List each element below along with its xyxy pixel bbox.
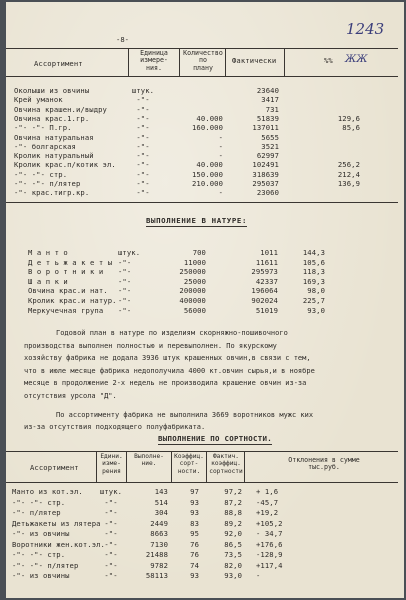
table3-cell: -"- из овчины: [12, 571, 70, 580]
table1-cell: -"- -"- П.гр.: [14, 123, 72, 133]
table1-cell: -"-: [136, 113, 150, 123]
table1-cell: -"-: [136, 188, 150, 198]
table3-cell: 8663: [150, 529, 168, 538]
paragraph-line: что в июле месяце фабрика недополучила 4000 кт.овчин сырья,и в ноябре: [24, 366, 315, 375]
table1-cell: Овчина крас.1.гр.: [14, 113, 90, 123]
section2-cell: 700: [192, 248, 206, 257]
table3-cell: Детьжакеты из лятера: [12, 518, 101, 528]
table3-header-assortment: Ассортимент: [30, 463, 79, 472]
table3-cell: 7130: [150, 539, 168, 549]
table3-cell: 88,8: [224, 508, 242, 517]
section2-cell: 25000: [183, 276, 206, 286]
table3-cell: 89,2: [224, 518, 242, 528]
section2-cell: -"-: [118, 305, 132, 315]
table3-header-actual-coef: Фактич. коэффиц. сортности: [209, 453, 243, 475]
table3-cell: 93,0: [224, 571, 242, 580]
table1-cell: Овчина натуральная: [14, 132, 94, 142]
table1-cell: 23060: [256, 188, 279, 198]
table3-cell: штук.: [99, 487, 123, 496]
table1-cell: 136,9: [337, 179, 360, 188]
section2-cell: М а н т о: [28, 248, 68, 257]
table1-cell: 85,6: [342, 123, 360, 133]
paragraph-line: отсутствия урсола "Д".: [24, 392, 117, 400]
table1-cell: -"- -"- стр.: [14, 169, 68, 179]
section2-cell: 196064: [251, 286, 278, 296]
section3-title: ВЫПОЛНЕНИЕ ПО СОРТНОСТИ.: [158, 434, 272, 443]
table3-cell: 9782: [150, 560, 168, 570]
section2-cell: 400000: [179, 296, 206, 305]
table3-cell: 82,0: [224, 560, 242, 570]
table3-cell: Воротники жен.кот.эл.: [12, 539, 105, 549]
table1-cell: Кролик крас.п/котик эл.: [14, 160, 116, 170]
section2-cell: 93,0: [307, 305, 325, 315]
table1-cell: 731: [265, 104, 279, 114]
table3-header-done: Выполне- ние.: [134, 453, 164, 468]
table1-cell: 129,6: [337, 113, 360, 123]
page-number: -8-: [116, 35, 129, 44]
table3-cell: +105,2: [256, 518, 283, 528]
section2-cell: 42337: [255, 276, 278, 286]
table1-cell: 40.000: [196, 113, 223, 123]
table3-cell: 514: [154, 497, 168, 507]
section2-cell: 98,0: [307, 286, 325, 296]
table1-cell: 40.000: [196, 160, 223, 170]
table3-cell: 73,5: [224, 550, 242, 559]
table3-cell: -"- п/лятер: [12, 508, 61, 517]
section2-cell: 118,3: [302, 267, 325, 277]
table3-cell: 21488: [145, 550, 168, 559]
table1-cell: -"-: [136, 95, 150, 105]
table3-cell: 2449: [150, 518, 168, 528]
table1-cell: 3417: [261, 95, 279, 105]
table3-cell: Манто из кот.эл.: [12, 487, 83, 496]
table1-cell: -"-: [136, 104, 150, 114]
table1-cell: 256,2: [337, 160, 360, 170]
table1-header-percent: %%: [324, 56, 333, 65]
section2-cell: 200000: [179, 286, 206, 296]
table3-cell: + 1,6: [256, 487, 279, 496]
section2-cell: -"-: [118, 267, 132, 277]
table1-cell: 5655: [261, 132, 279, 142]
table3-cell: -: [256, 571, 261, 580]
table3-header-deviation: Отклонения в сумме тыс.руб.: [288, 456, 360, 472]
section2-cell: -"-: [118, 276, 132, 286]
table1-header-plan: Количество по плану: [183, 49, 223, 72]
table1-cell: 150.000: [192, 169, 223, 179]
table3-cell: -"-: [104, 518, 118, 528]
table3-cell: -"- -"- стр.: [12, 497, 66, 507]
table3-cell: - 34,7: [256, 529, 283, 538]
section2-cell: 105,6: [302, 257, 325, 267]
table3-cell: -"- -"- п/лятер: [12, 560, 79, 570]
table1-cell: 23640: [256, 86, 279, 95]
section2-cell: Кролик крас.и натур.: [28, 296, 117, 305]
section2-cell: Ш а п к и: [28, 276, 68, 286]
table1-cell: -: [218, 151, 223, 161]
table1-cell: Овчина крашен.и/выдру: [14, 104, 107, 114]
table1-cell: -: [218, 132, 223, 142]
document-page: [6, 2, 404, 598]
table3-cell: 304: [154, 508, 168, 517]
section2-cell: Овчина крас.и нат.: [28, 286, 108, 296]
table1-cell: Крей уманок: [14, 95, 63, 105]
paragraph-line: хозяйству фабрика не додала 3936 штук крашенных овчин,в связи с тем,: [24, 354, 311, 363]
table1-cell: -"-: [136, 169, 150, 179]
table3-cell: 86,5: [224, 539, 242, 549]
table1-cell: 295037: [252, 179, 279, 188]
section2-cell: -"-: [118, 286, 132, 296]
table1-header-actual: Фактически: [232, 56, 277, 65]
table1-cell: -"-: [136, 160, 150, 170]
table1-cell: 212,4: [337, 169, 360, 179]
section2-cell: 169,3: [302, 276, 325, 286]
table1-cell: 51839: [256, 113, 279, 123]
table1-cell: штук.: [131, 86, 155, 95]
section2-cell: 144,3: [302, 248, 325, 257]
table1-cell: -"-: [136, 151, 150, 161]
table3-cell: -"-: [104, 550, 118, 559]
table3-cell: +117,4: [256, 560, 283, 570]
section2-cell: 56000: [183, 305, 206, 315]
table3-cell: 95: [190, 529, 199, 538]
table3-cell: -"-: [104, 560, 118, 570]
section2-cell: -"-: [118, 257, 132, 267]
table3-cell: 93: [190, 508, 199, 517]
table1-cell: 318639: [252, 169, 279, 179]
table3-cell: -"- из овчины: [12, 529, 70, 538]
paragraph-line: из-за отсутствия подходящего полуфабриката.: [24, 423, 206, 432]
table3-cell: 143: [154, 487, 168, 496]
table1-cell: -"-: [136, 141, 150, 151]
paragraph-line: Годовой план в натуре по изделиям скорняжно-пошивочного: [56, 329, 288, 337]
table3-cell: 74: [190, 560, 199, 570]
table3-cell: -"-: [104, 539, 118, 549]
table3-cell: -"-: [104, 497, 118, 507]
table1-cell: -: [218, 188, 223, 198]
table1-cell: 160.000: [192, 123, 223, 133]
section2-cell: -"-: [118, 296, 132, 305]
section2-cell: 250000: [179, 267, 206, 277]
table1-header-assortment: Ассортимент: [34, 59, 83, 68]
table1-cell: -"- болгарская: [14, 141, 76, 151]
table3-cell: -45,7: [256, 497, 279, 507]
table3-cell: 83: [190, 518, 199, 528]
table3-cell: 76: [190, 539, 199, 549]
table1-cell: -"-: [136, 132, 150, 142]
section2-title: ВЫПОЛНЕНИЕ В НАТУРЕ:: [146, 216, 247, 225]
table3-cell: +19,2: [256, 508, 279, 517]
table1-cell: -"- крас.тигр.кр.: [14, 188, 90, 198]
handwritten-marks: ЖЖ: [345, 54, 368, 65]
table3-cell: 97: [190, 487, 199, 496]
table1-cell: 62997: [256, 151, 279, 161]
paragraph-line: производства выполнен полностью и перевыполнен. По якурскому: [24, 341, 277, 350]
section2-cell: 295973: [251, 267, 278, 277]
section2-cell: 11611: [255, 257, 278, 267]
section2-cell: 902024: [251, 296, 278, 305]
table1-cell: Кролик натуральный: [14, 151, 94, 161]
table3-cell: -"-: [104, 571, 118, 580]
table3-cell: 87,2: [224, 497, 242, 507]
table1-header-unit: Единица измере- ния.: [140, 49, 168, 72]
section2-cell: штук.: [118, 248, 141, 257]
table3-header-coef: Коэффиц. сорт- ности.: [174, 453, 204, 475]
table3-cell: 58113: [145, 571, 168, 580]
section2-cell: 11000: [183, 257, 206, 267]
handwritten-page-number: 1243: [346, 20, 385, 38]
table1-cell: 3521: [261, 141, 279, 151]
section2-cell: Д е т ь ж а к е т ы: [28, 257, 113, 267]
table3-cell: +176,6: [256, 539, 283, 549]
table3-cell: -"-: [104, 529, 118, 538]
table1-cell: -"-: [136, 123, 150, 133]
section2-cell: 1011: [260, 248, 278, 257]
table1-cell: -"- -"- п/лятер: [14, 179, 81, 188]
table1-cell: Околыши из овчины: [14, 86, 90, 95]
section2-cell: Меркучечная група: [28, 305, 104, 315]
table3-cell: 76: [190, 550, 199, 559]
paragraph-line: По ассортименту фабрика не выполнила 3669 воротников мужс ких: [56, 410, 314, 419]
table3-cell: -"- -"- стр.: [12, 550, 66, 559]
table1-cell: 102491: [252, 160, 279, 170]
table3-cell: 92,0: [224, 529, 242, 538]
table3-cell: 97,2: [224, 487, 242, 496]
table1-cell: -: [218, 141, 223, 151]
section2-cell: 51019: [255, 305, 278, 315]
table1-cell: -"-: [136, 179, 150, 188]
paragraph-line: месяце в продолжение 2-х недель не производила крашение овчин из-за: [24, 379, 307, 388]
table3-cell: 93: [190, 497, 199, 507]
table3-cell: -128,9: [256, 550, 283, 559]
table1-cell: 210.000: [192, 179, 223, 188]
table1-cell: 137011: [252, 123, 279, 133]
section2-cell: 225,7: [302, 296, 325, 305]
section2-cell: В о р о т н и к и: [28, 267, 104, 277]
table3-header-unit: Едини. изме- рения: [100, 453, 123, 475]
table3-cell: 93: [190, 571, 199, 580]
table3-cell: -"-: [104, 508, 118, 517]
